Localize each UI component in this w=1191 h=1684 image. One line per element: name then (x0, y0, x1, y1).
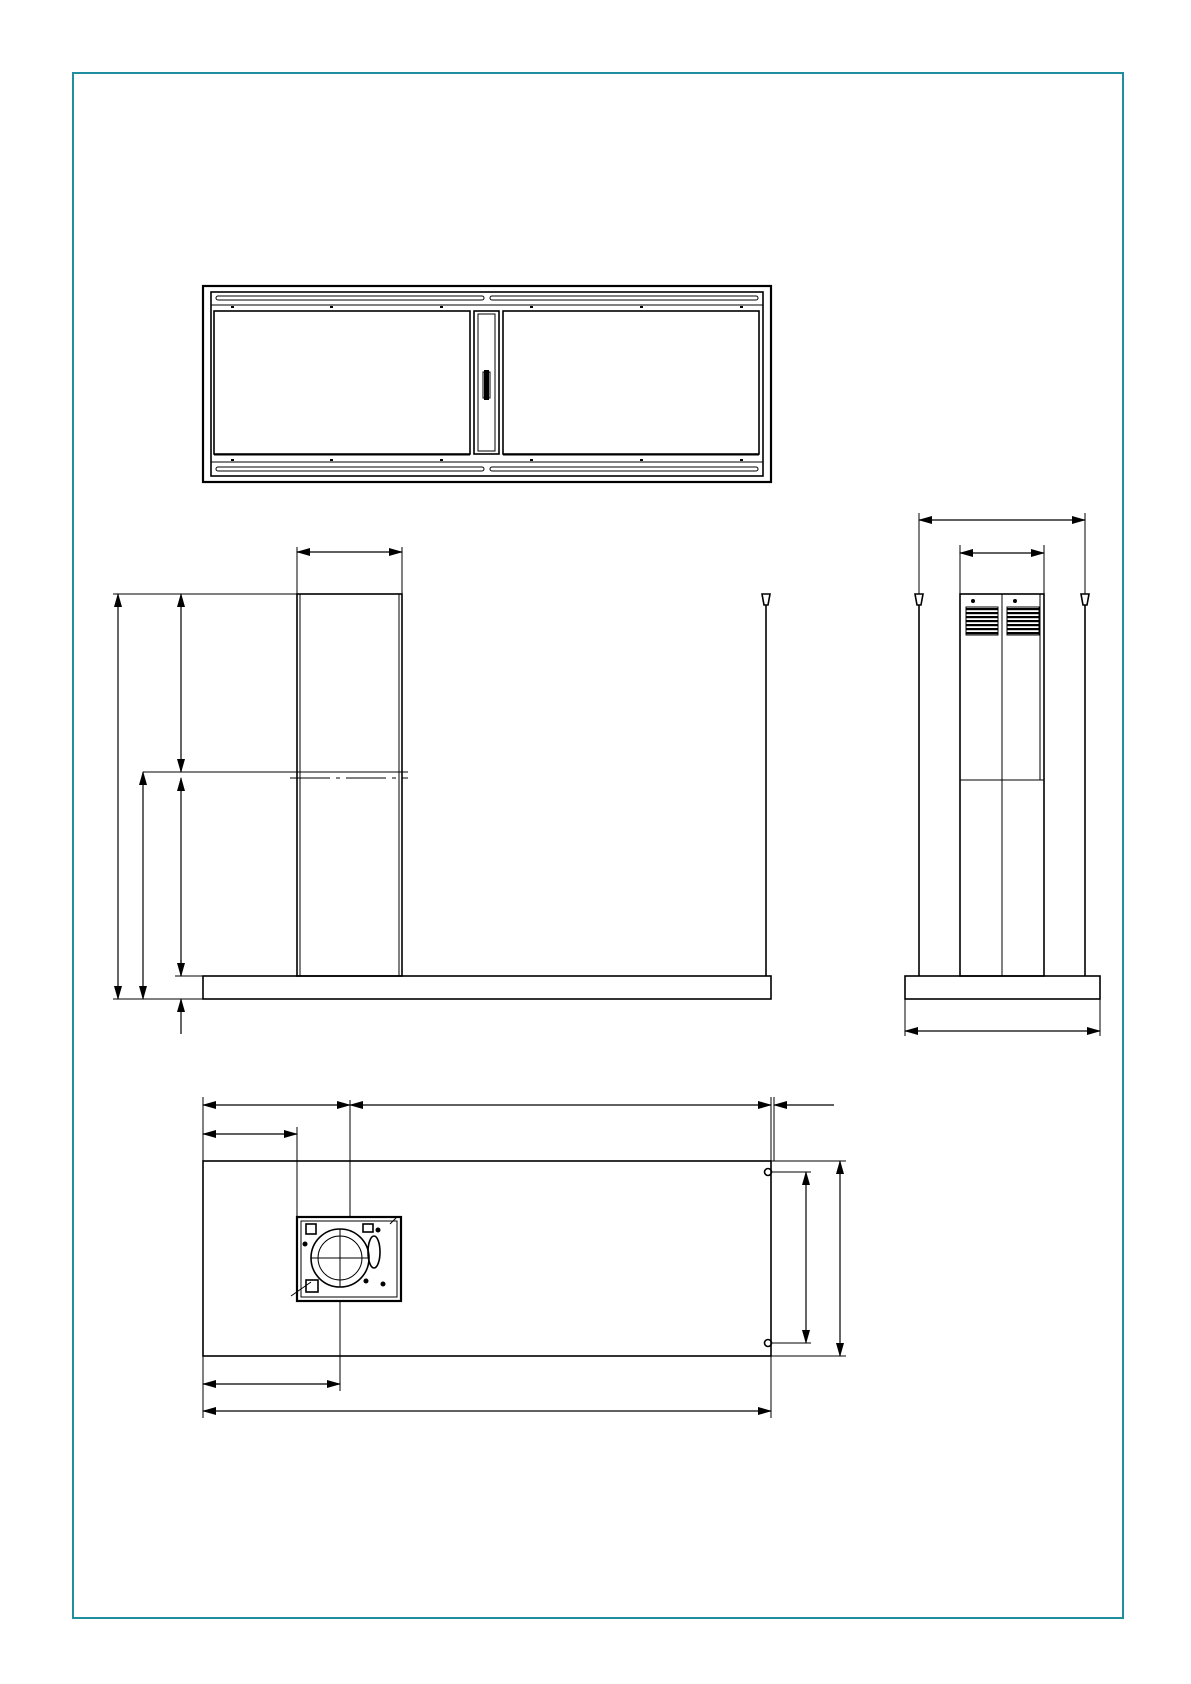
side-elevation (905, 513, 1100, 1036)
cable-anchor-icon (762, 594, 770, 605)
vent-grille-left (966, 607, 998, 635)
top-view (203, 286, 771, 482)
control-panel-buttons (484, 370, 489, 400)
bottom-view (203, 1097, 846, 1418)
motor-fan-icon (291, 1217, 397, 1296)
cable-anchor-icon (1081, 594, 1089, 605)
cable-anchor-icon (915, 594, 923, 605)
vent-grille-right (1007, 607, 1039, 635)
front-elevation (113, 547, 771, 1034)
